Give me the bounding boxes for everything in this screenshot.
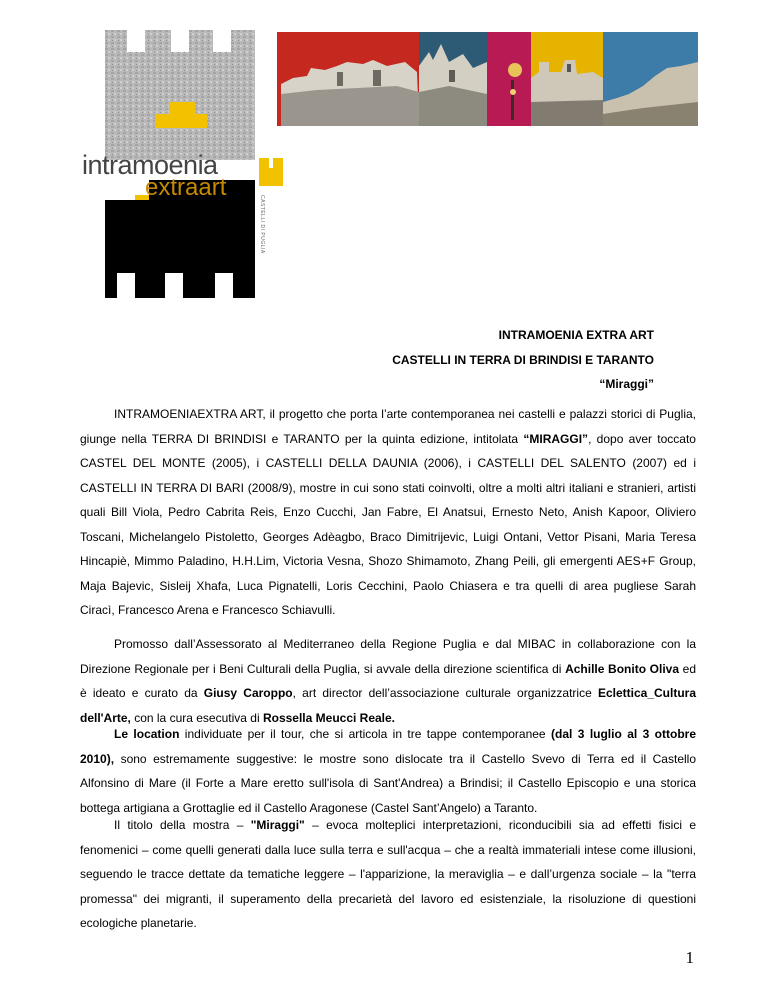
castle-photo-4 <box>531 32 603 126</box>
castle-photo-1 <box>277 32 419 126</box>
heading-line-3: “Miraggi” <box>599 377 654 391</box>
page-number: 1 <box>685 948 694 967</box>
paragraph-locations: Le location individuate per il tour, che si articola in tre tappe contemporanee (dal 3 luglio al 3 ottobre 2010), sono estremamente suggestive: le mostre sono dislocate tra il Castello Svevo di Terra ed il Castello Alfonsino di Mare (il Forte a Mare eretto sull'isola di Sant'Andrea) a Brindisi; il Castello Episcopio e una storica bottega artigiana a Grottaglie ed il Castello Aragonese (Castel Sant’Angelo) a Taranto. <box>80 727 696 815</box>
logo-word-extraart: extraart <box>145 174 227 201</box>
paragraph-title-meaning: Il titolo della mostra – "Miraggi" – evoca molteplici interpretazioni, riconducibili sia ad effetti fisici e fenomenici – come quelli generati dalla luce sulla terra e sull'acqua – che a realtà immateriali intese come illusioni, seguendo le tracce dettate da tematiche leggere – l'apparizione, la meraviglia – e dall’urgenza sociale – la "terra promessa" dei migranti, il superamento della precarietà del lavoro ed esistenziale, la risoluzione di questioni ecologiche planetarie. <box>80 818 696 930</box>
logo-word-intramoenia: intramoenia <box>82 150 218 180</box>
heading-line-2: CASTELLI IN TERRA DI BRINDISI E TARANTO <box>392 353 654 367</box>
castle-photo-5 <box>603 32 698 126</box>
castle-photo-3 <box>487 32 531 126</box>
castle-photo-2 <box>419 32 487 126</box>
heading-line-1: INTRAMOENIA EXTRA ART <box>498 328 654 342</box>
intramoenia-logo <box>82 30 285 298</box>
paragraph-promotion: Promosso dall’Assessorato al Mediterraneo della Regione Puglia e dal MIBAC in collaborazione con la Direzione Regionale per i Beni Culturali della Puglia, si avvale della direzione scientifica di Achille Bonito Oliva ed è ideato e curato da Giusy Caroppo, art director dell’associazione culturale organizzatrice Eclettica_Cultura dell'Arte, con la cura esecutiva di Rossella Meucci Reale. <box>80 637 696 725</box>
logo-vertical-text: CASTELLI DI PUGLIA <box>259 195 265 254</box>
paragraph-intro: INTRAMOENIAEXTRA ART, il progetto che porta l’arte contemporanea nei castelli e palazzi storici di Puglia, giunge nella TERRA DI BRINDISI e TARANTO per la quinta edizione, intitolata “MIRAGGI”, dopo aver toccato CASTEL DEL MONTE (2005), i CASTELLI DELLA DAUNIA (2006), i CASTELLI DEL SALENTO (2007) ed i CASTELLI IN TERRA DI BARI (2008/9), mostre in cui sono stati coinvolti, oltre a molti altri italiani e stranieri, artisti quali Bill Viola, Pedro Cabrita Reis, Enzo Cucchi, Jan Fabre, El Anatsui, Ernesto Neto, Anish Kapoor, Oliviero Toscani, Michelangelo Pistoletto, Georges Adèagbo, Braco Dimitrijevic, Luigi Ontani, Vettor Pisani, Maria Teresa Hincapiè, Mimmo Paladino, H.H.Lim, Victoria Vesna, Shozo Shimamoto, Zhang Peili, gli emergenti AES+F Group, Maja Bajevic, Sisleij Xhafa, Luca Pignatelli, Loris Cecchini, Paolo Chiasera e tra quelli di area pugliese Sarah Ciracì, Francesco Arena e Francesco Schiavulli. <box>80 407 696 617</box>
